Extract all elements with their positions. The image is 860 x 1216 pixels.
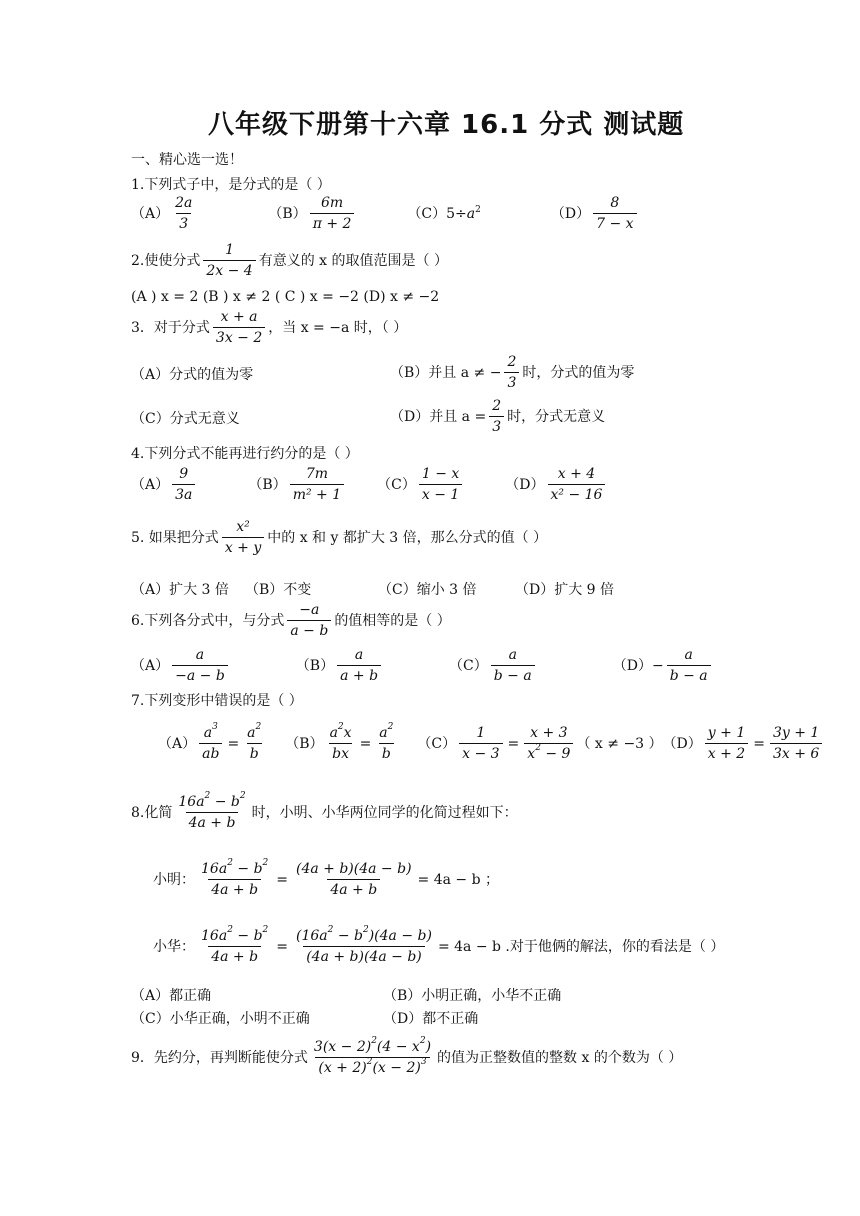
q3-option-b: （B）并且 a ≠ − $\frac{2}{3}$ 时，分式的值为零 [390, 354, 635, 391]
q8-stem: 8.化简 $\frac{16a^2 - b^2}{4a + b}$ 时，小明、小华两位同学的化简过程如下： [131, 791, 518, 831]
q4-stem: 4.下列分式不能再进行约分的是（ ） [131, 446, 359, 462]
q5-option-d: （D）扩大 9 倍 [515, 582, 615, 598]
q3-option-a: （A）分式的值为零 [131, 367, 254, 383]
q1-option-a: （A） [131, 205, 170, 222]
q8-xiaoming: 小明： $\frac{16a^2 - b^2}{4a + b}$ = $\frac{(4a + b)(4a - b)}{4a + b}$ = 4a − b ； [153, 858, 500, 898]
q8-xiaohua: 小华： $\frac{16a^2 - b^2}{4a + b}$ = $\frac{(16a^2 - b^2)(4a - b)}{(4a + b)(4a - b)}$ = 4a − b .对于他俩的解法，你的看法是（ ） [153, 925, 725, 965]
q1-a-frac: $\frac{2a}{3}$ [175, 195, 193, 232]
q5-option-a: （A）扩大 3 倍 [131, 582, 229, 598]
q2-stem: 2.使使分式 $\frac{1}{2x - 4}$ 有意义的 x 的取值范围是（ ） [131, 242, 448, 279]
q3-option-c: （C）分式无意义 [131, 411, 240, 427]
section-heading: 一、精心选一选！ [131, 152, 243, 168]
q8-option-b: （B）小明正确，小华不正确 [383, 988, 562, 1004]
q1-option-d: （D） [550, 205, 591, 222]
q1-b-frac: $\frac{6m}{\pi + 2}$ [310, 196, 355, 231]
q8-option-c: （C）小华正确，小明不正确 [131, 1011, 310, 1027]
q8-option-a: （A）都正确 [131, 988, 212, 1004]
q3-stem: 3．对于分式 $\frac{x + a}{3x - 2}$ ，当 x = −a 时，（ ） [131, 309, 408, 346]
q6-stem: 6.下列各分式中，与分式 $\frac{-a}{a - b}$ 的值相等的是（ ） [131, 602, 451, 639]
q5-stem: 5. 如果把分式 $\frac{\text{x²}}{x + y}$ 中的 x 和 y 都扩大 3 倍，那么分式的值（ ） [131, 519, 548, 556]
q4-options: （A） $\frac{9}{3a}$ （B） $\frac{7m}{\text{m² + 1}}$ （C） $\frac{1 - x}{x - 1}$ （D） $\frac{x + 4}{\text{x² − 16}}$ [131, 467, 608, 502]
q7-stem: 7.下列变形中错误的是（ ） [131, 693, 303, 709]
q1-d-frac: $\frac{8}{7 - x}$ [593, 196, 636, 231]
q6-options: （A） $\frac{a}{-a - b}$ （B） $\frac{a}{a + b}$ （C） $\frac{a}{b - a}$ （D）− $\frac{a}{b - a}$ [131, 648, 714, 683]
q1-option-b: （B） [268, 205, 307, 222]
q1-option-c: （C）5÷ [407, 205, 467, 222]
q5-option-c: （C）缩小 3 倍 [378, 582, 477, 598]
q1-options: （A） $\frac{2a}{3}$ （B） $\frac{6m}{\pi + 2}$ （C）5÷ a 2 （D） $\frac{8}{7 - x}$ [131, 196, 640, 231]
q1-stem: 1.下列式子中，是分式的是（ ） [131, 177, 331, 193]
page-title: 八年级下册第十六章 16.1 分式 测试题 [208, 110, 685, 140]
q5-option-b: （B）不变 [245, 582, 312, 598]
q7-options: （A） $\frac{a^3}{ab}$ = $\frac{a^2}{b}$ （B） $\frac{a^2x}{bx}$ = $\frac{a^2}{b}$ （C） $\frac{1}{x - 3}$ = $\frac{x + 3}{x^2 - 9}$ （ x ≠ −3 ） （D） $\frac{y + 1}{x + 2}$ = $\frac{3y + 1}{3x + 6}$ [158, 726, 825, 761]
q3-option-d: （D）并且 a = $\frac{2}{3}$ 时，分式无意义 [390, 398, 606, 435]
q8-option-d: （D）都不正确 [383, 1011, 479, 1027]
q2-options: (A ) x = 2 (B ) x ≠ 2 ( C ) x = −2 (D) x ≠ −2 [131, 289, 440, 305]
q9-stem: 9．先约分，再判断能使分式 $\frac{3(x - 2)^2(4 - x^2)}{(x + 2)^2(x - 2)^3}$ 的值为正整数值的整数 x 的个数为（ ） [131, 1036, 683, 1076]
